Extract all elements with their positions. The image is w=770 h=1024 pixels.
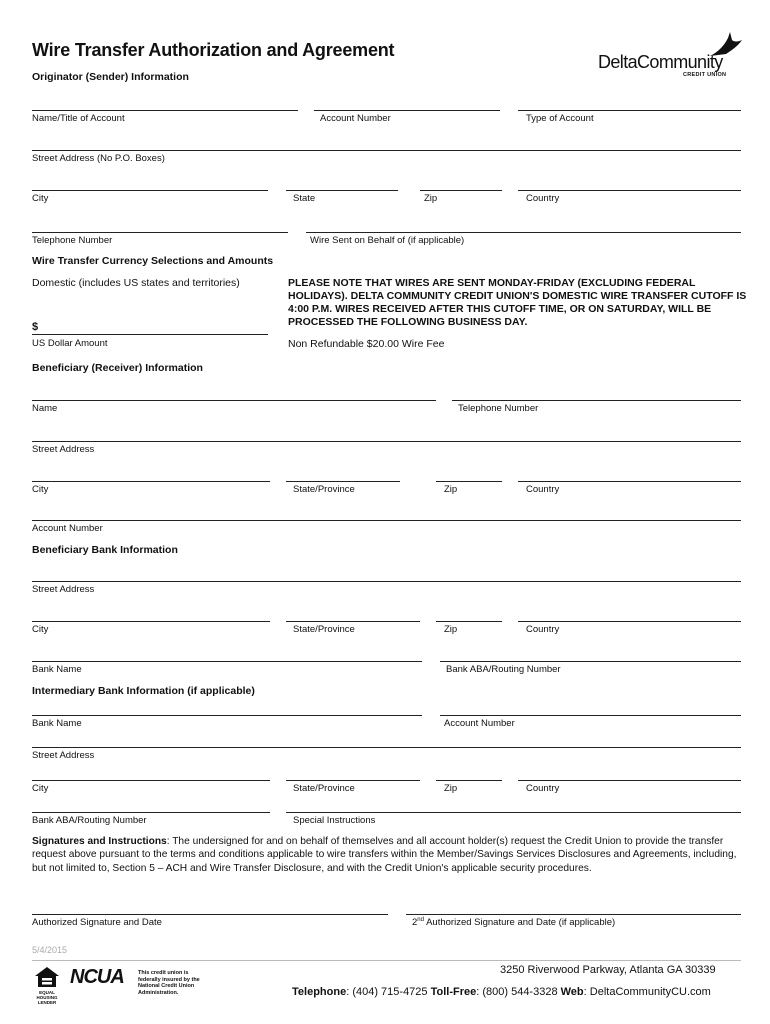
signature-2-label: 2nd Authorized Signature and Date (if applicable) [412, 917, 616, 929]
ben-name-label: Name [32, 403, 58, 414]
ben-account-number-label: Account Number [32, 523, 103, 534]
special-instructions-label: Special Instructions [293, 815, 376, 826]
ben-state-label: State/Province [293, 484, 355, 495]
domestic-label: Domestic (includes US states and territories) [32, 277, 240, 289]
bank-city-label: City [32, 624, 49, 635]
bank-country-label: Country [526, 624, 560, 635]
signature-1-label: Authorized Signature and Date [32, 917, 162, 928]
int-bank-name-label: Bank Name [32, 718, 82, 729]
form-title: Wire Transfer Authorization and Agreement [32, 40, 395, 60]
ehl-text: EQUAL HOUSING LENDER [36, 990, 58, 1005]
bank-zip-label: Zip [444, 624, 458, 635]
orig-city-label: City [32, 193, 49, 204]
logo-wordmark: DeltaCommunity [598, 52, 723, 72]
orig-state-label: State [293, 193, 316, 204]
orig-account-number-label: Account Number [320, 113, 391, 124]
beneficiary-heading: Beneficiary (Receiver) Information [32, 362, 203, 374]
orig-street-label: Street Address (No P.O. Boxes) [32, 153, 165, 164]
int-city-label: City [32, 783, 49, 794]
bank-name-label: Bank Name [32, 664, 82, 675]
bank-state-label: State/Province [293, 624, 355, 635]
bank-routing-label: Bank ABA/Routing Number [446, 664, 561, 675]
int-street-label: Street Address [32, 750, 95, 761]
ncua-logo: NCUA [70, 966, 124, 988]
orig-country-label: Country [526, 193, 560, 204]
dollar-sign: $ [32, 321, 39, 333]
ben-street-label: Street Address [32, 444, 95, 455]
wire-fee: Non Refundable $20.00 Wire Fee [288, 338, 445, 350]
equal-housing-lender-icon [34, 966, 60, 988]
orig-name-label: Name/Title of Account [32, 113, 125, 124]
currency-heading: Wire Transfer Currency Selections and Amounts [32, 255, 274, 267]
cutoff-notice: PLEASE NOTE THAT WIRES ARE SENT MONDAY-FRIDAY (EXCLUDING FEDERAL HOLIDAYS). DELTA COMMUNITY CREDIT UNION'S DOMESTIC WIRE TRANSFER CUTOFF IS 4:00 P.M. WIRES RECEIVED AFTER THIS CUTOFF TIME, OR ON SATURDAY, WILL BE PROCESSED THE FOLLOWING BUSINESS DAY. [288, 277, 747, 328]
ben-bank-heading: Beneficiary Bank Information [32, 544, 178, 556]
ben-telephone-label: Telephone Number [458, 403, 539, 414]
orig-wire-behalf-label: Wire Sent on Behalf of (if applicable) [310, 235, 465, 246]
ben-zip-label: Zip [444, 484, 458, 495]
int-state-label: State/Province [293, 783, 355, 794]
intermediary-heading: Intermediary Bank Information (if applicable) [32, 685, 255, 697]
int-country-label: Country [526, 783, 560, 794]
footer-contact: Telephone: (404) 715-4725 Toll-Free: (800) 544-3328 Web: DeltaCommunityCU.com [292, 986, 711, 998]
ben-city-label: City [32, 484, 49, 495]
int-account-number-label: Account Number [444, 718, 515, 729]
form-date: 5/4/2015 [32, 945, 68, 955]
logo-subtext: CREDIT UNION [683, 72, 727, 78]
ncua-statement: This credit union is federally insured by the National Credit Union Administration. [138, 970, 200, 996]
orig-zip-label: Zip [424, 193, 438, 204]
ben-country-label: Country [526, 484, 560, 495]
signatures-heading: Signatures and Instructions [32, 836, 167, 847]
authorization-text: : The undersigned for and on behalf of themselves and all account holder(s) request the Credit Union to provide the transfer request above pursuant to the terms and conditions applicable to wire transfers within the Member/Savings Services Disclosures and Agreements, including, but not limited to, Section 5 – ACH and Wire Transfer Disclosure, and with the Credit Union's applicable security procedures. [32, 836, 737, 874]
bank-street-label: Street Address [32, 584, 95, 595]
authorization-paragraph [32, 835, 742, 875]
footer-address: 3250 Riverwood Parkway, Atlanta GA 30339 [500, 964, 716, 976]
int-zip-label: Zip [444, 783, 458, 794]
amount-label: US Dollar Amount [32, 338, 108, 349]
int-routing-label: Bank ABA/Routing Number [32, 815, 147, 826]
originator-heading: Originator (Sender) Information [32, 71, 189, 83]
orig-telephone-label: Telephone Number [32, 235, 113, 246]
orig-account-type-label: Type of Account [526, 113, 594, 124]
